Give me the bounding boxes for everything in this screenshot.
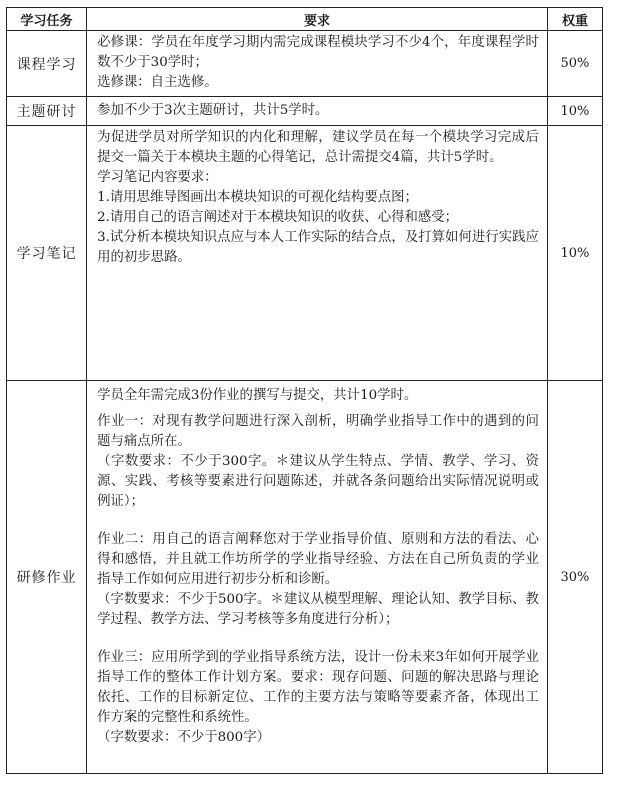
weight-cell: 10% bbox=[547, 126, 602, 381]
header-weight: 权重 bbox=[547, 8, 602, 31]
requirement-text: （字数要求：不少于500字。＊建议从模型理解、理论认知、教学目标、教学过程、教学方法、学习考核等多角度进行分析）； bbox=[97, 592, 539, 627]
requirement-text: 选修课：自主选修。 bbox=[97, 75, 218, 90]
requirement-cell bbox=[87, 97, 548, 126]
weight-cell: 50% bbox=[547, 31, 602, 97]
task-cell: 研修作业 bbox=[7, 381, 87, 774]
requirement-text: 作业一：对现有教学问题进行深入剖析，明确学业指导工作中的遇到的问题与痛点所在。 bbox=[97, 414, 539, 449]
requirement-cell bbox=[87, 31, 548, 97]
table-row-topic-discussion bbox=[7, 97, 603, 126]
weight-cell: 10% bbox=[547, 97, 602, 126]
requirement-text: 作业三：应用所学到的学业指导系统方法，设计一份未来3年如何开展学业指导工作的整体工作计划方案。要求：现存问题、问题的解决思路与理论依托、工作的目标新定位、工作的主要方法与策略等要素齐备，体现出工作方案的完整性和系统性。 bbox=[97, 650, 539, 725]
requirement-text: （字数要求：不少于800字） bbox=[97, 730, 270, 745]
table-row-course-study bbox=[7, 31, 603, 97]
task-cell: 学习笔记 bbox=[7, 126, 87, 381]
task-cell: 主题研讨 bbox=[7, 97, 87, 126]
requirement-text: 参加不少于3次主题研讨，共计5学时。 bbox=[97, 103, 329, 118]
header-row bbox=[7, 8, 603, 31]
table-row-study-notes bbox=[7, 126, 603, 381]
requirement-text: 为促进学员对所学知识的内化和理解，建议学员在每一个模块学习完成后提交一篇关于本模块主题的心得笔记，总计需提交4篇，共计5学时。 bbox=[97, 130, 539, 165]
requirement-text: （字数要求：不少于300字。＊建议从学生特点、学情、教学、学习、资源、实践、考核等要素进行问题陈述，并就各条问题给出实际情况说明或例证）； bbox=[97, 454, 539, 509]
requirement-text: 学习笔记内容要求： bbox=[97, 170, 218, 185]
header-task: 学习任务 bbox=[7, 8, 87, 31]
learning-tasks-table bbox=[6, 7, 603, 774]
requirement-cell bbox=[87, 126, 548, 381]
requirement-text: 2.请用自己的语言阐述对于本模块知识的收获、心得和感受； bbox=[97, 210, 459, 225]
header-requirement: 要求 bbox=[87, 8, 548, 31]
requirement-cell bbox=[87, 381, 548, 774]
requirement-text: 必修课：学员在年度学习期内需完成课程模块学习不少4个，年度课程学时数不少于30学时； bbox=[97, 35, 539, 70]
requirement-text: 1.请用思维导图画出本模块知识的可视化结构要点图； bbox=[97, 190, 418, 205]
table-row-study-assignments bbox=[7, 381, 603, 774]
requirement-text: 学员全年需完成3份作业的撰写与提交，共计10学时。 bbox=[97, 388, 418, 403]
task-cell: 课程学习 bbox=[7, 31, 87, 97]
requirement-text: 3.试分析本模块知识点应与本人工作实际的结合点，及打算如何进行实践应用的初步思路。 bbox=[97, 230, 539, 265]
requirement-text: 作业二：用自己的语言阐释您对于学业指导价值、原则和方法的看法、心得和感悟，并且就工作坊所学的学业指导经验、方法在自己所负责的学业指导工作如何应用进行初步分析和诊断。 bbox=[97, 532, 539, 587]
weight-cell: 30% bbox=[547, 381, 602, 774]
